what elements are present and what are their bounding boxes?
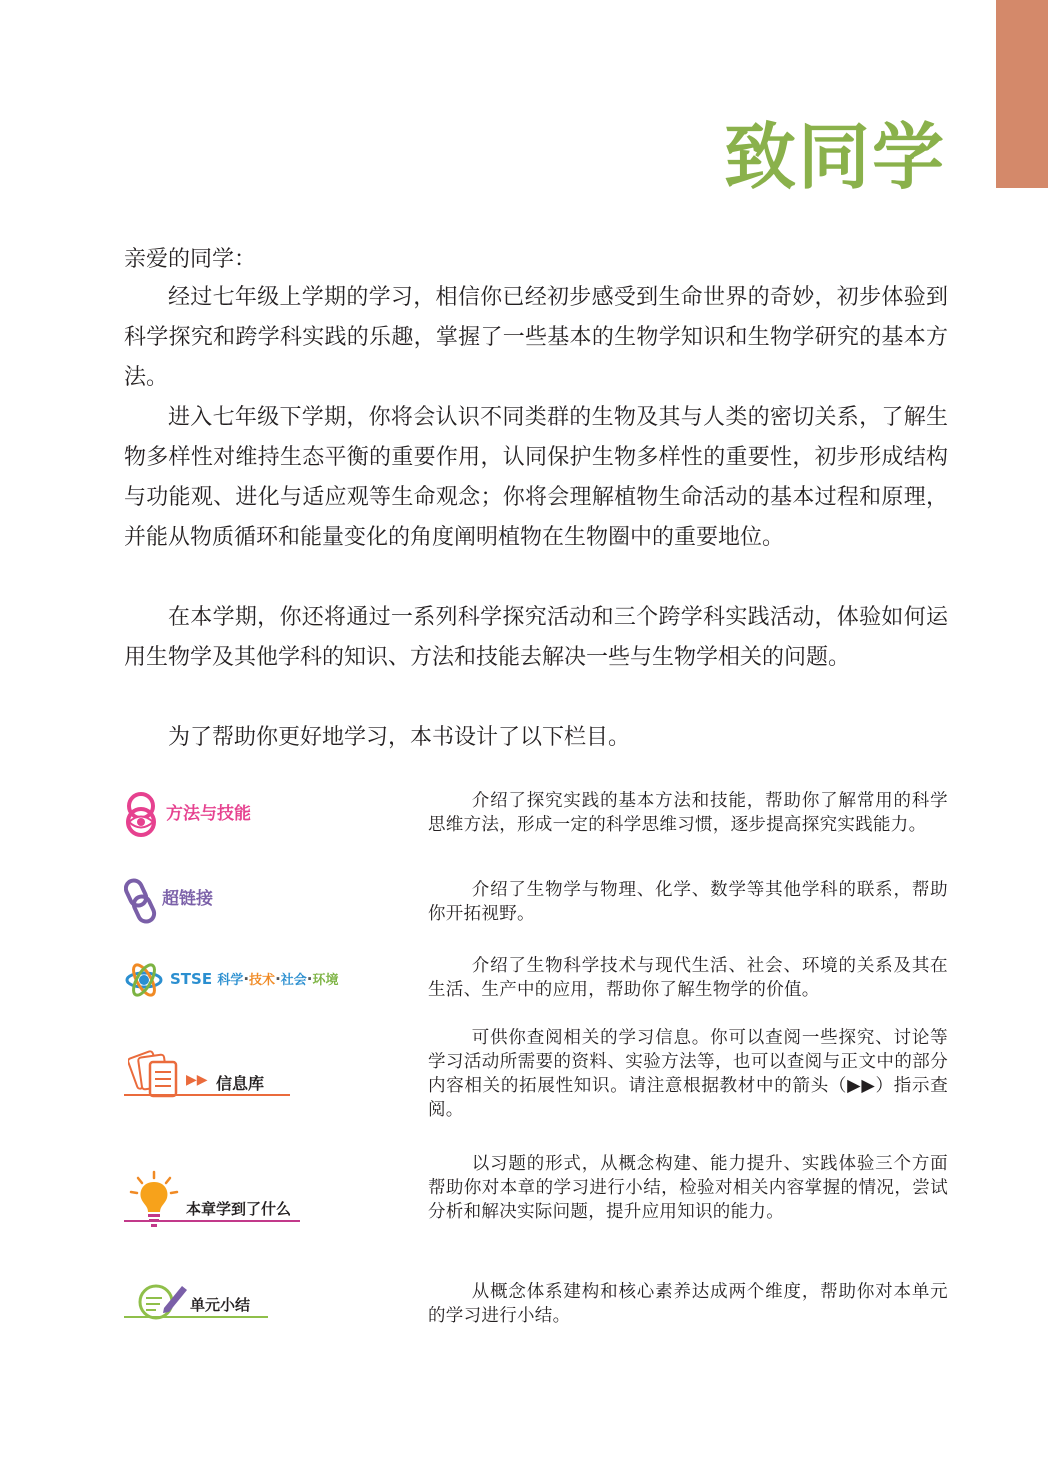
stse-environment: 环境 <box>312 973 339 988</box>
method-logo <box>124 773 414 853</box>
unit-underline <box>124 1316 268 1318</box>
link-logo <box>124 866 414 946</box>
link-description: 介绍了生物学与物理、化学、数学等其他学科的联系，帮助你开拓视野。 <box>428 880 948 924</box>
info-label: 信息库 <box>216 1074 265 1093</box>
stse-dot: · <box>243 970 250 988</box>
paragraph: 在本学期，你还将通过一系列科学探究活动和三个跨学科实践活动，体验如何运用生物学及其他学科的知识、方法和技能去解决一些与生物学相关的问题。 <box>124 605 948 670</box>
chapter-underline <box>124 1220 300 1222</box>
stse-society: 社会 <box>280 973 307 988</box>
pencil-note-icon <box>134 1280 192 1320</box>
info-description: 可供你查阅相关的学习信息。你可以查阅一些探究、讨论等学习活动所需要的资料、实验方法等，也可以查阅与正文中的部分内容相关的拓展性知识。请注意根据教材中的箭头（▶▶）指示查阅。 <box>428 1028 948 1120</box>
greeting: 亲爱的同学： <box>124 247 257 272</box>
paragraph: 为了帮助你更好地学习，本书设计了以下栏目。 <box>168 725 631 750</box>
stse-science: 科学 <box>217 973 244 988</box>
paragraph: 经过七年级上学期的学习，相信你已经初步感受到生命世界的奇妙，初步体验到科学探究和跨学科实践的乐趣，掌握了一些基本的生物学知识和生物学研究的基本方法。 <box>124 285 948 390</box>
unit-label: 单元小结 <box>190 1296 251 1314</box>
link-label: 超链接 <box>162 889 213 909</box>
stse-logo <box>124 944 414 1024</box>
stse-prefix: STSE <box>170 970 213 988</box>
atom-icon <box>124 958 164 1002</box>
unit-description: 从概念体系建构和核心素养达成两个维度，帮助你对本单元的学习进行小结。 <box>428 1282 948 1326</box>
chapter-label: 本章学到了什么 <box>186 1200 292 1218</box>
chapter-logo <box>124 1152 414 1232</box>
stse-dot: · <box>275 970 281 988</box>
chapter-description: 以习题的形式，从概念构建、能力提升、实践体验三个方面帮助你对本章的学习进行小结，检验对相关内容掌握的情况，尝试分析和解决实际问题，提升应用知识的能力。 <box>428 1154 948 1222</box>
method-label: 方法与技能 <box>166 804 251 824</box>
paragraph: 进入七年级下学期，你将会认识不同类群的生物及其与人类的密切关系，了解生物多样性对维持生态平衡的重要作用，认同保护生物多样性的重要性，初步形成结构与功能观、进化与适应观等生命观念；你将会理解植物生命活动的基本过程和原理，并能从物质循环和能量变化的角度阐明植物在生物圈中的重要地位。 <box>124 405 948 550</box>
eye-icon <box>124 791 158 839</box>
page-title: 致同学 <box>723 115 946 199</box>
method-description: 介绍了探究实践的基本方法和技能，帮助你了解常用的科学思维方法，形成一定的科学思维习惯，逐步提高探究实践能力。 <box>428 791 948 835</box>
chapter-tab <box>996 0 1048 188</box>
stse-dot: · <box>306 970 313 988</box>
info-arrows-icon: ▶▶ <box>186 1072 208 1088</box>
unit-logo <box>124 1280 414 1360</box>
stse-description: 介绍了生物科学技术与现代生活、社会、环境的关系及其在生活、生产中的应用，帮助你了解生物学的价值。 <box>428 956 948 1000</box>
info-logo <box>124 1026 414 1106</box>
stse-tech: 技术 <box>249 973 276 988</box>
info-underline <box>124 1094 290 1096</box>
chain-link-icon <box>124 876 158 926</box>
